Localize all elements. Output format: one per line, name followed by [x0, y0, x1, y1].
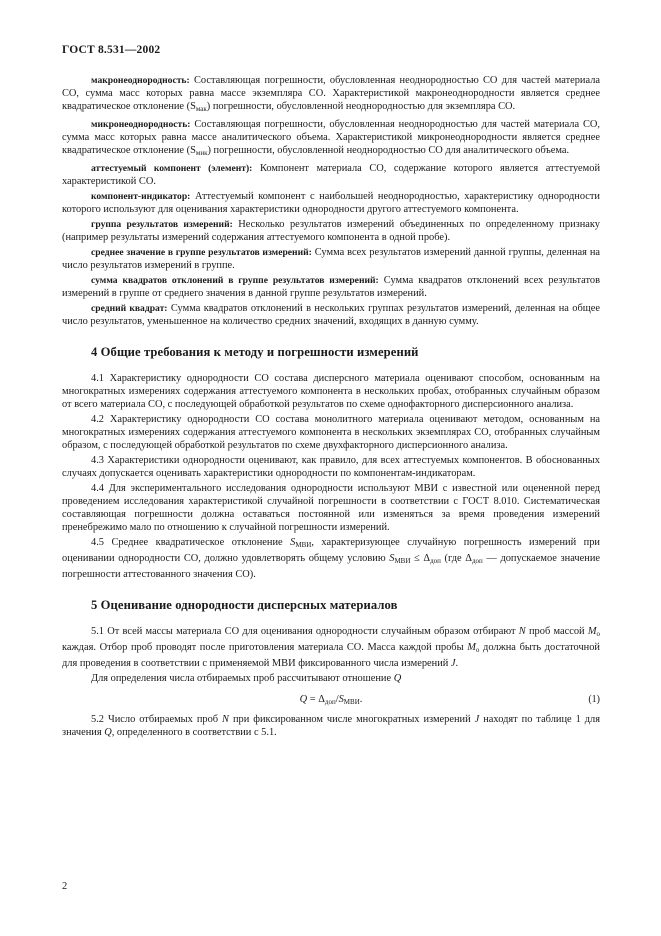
definition-result-group	[62, 218, 600, 244]
definition-text: ) погрешности, обусловленной неоднородностью для экземпляра СО.	[206, 101, 516, 112]
definition-mean-square	[62, 302, 600, 328]
section-4-title: 4 Общие требования к методу и погрешности измерений	[91, 345, 419, 359]
term: компонент-индикатор:	[91, 191, 191, 202]
subscript: о	[596, 630, 600, 638]
text-run: проб массой	[525, 626, 588, 637]
text-run: — допускаемое значение погрешности аттестованного значения СО).	[62, 553, 600, 580]
text-run: 5.2 Число отбираемых проб	[91, 714, 223, 725]
text-run: 4.5 Среднее квадратическое отклонение	[91, 537, 291, 548]
subscript: МВИ	[295, 541, 312, 549]
symbol-delta: Δ	[318, 694, 325, 705]
text-run: при фиксированном числе многократных измерений	[228, 714, 475, 725]
symbol-n: N	[518, 626, 526, 637]
symbol-slash: /	[335, 694, 339, 705]
definition-indicator-component	[62, 190, 600, 216]
symbol-j: J	[474, 714, 480, 725]
document-body	[62, 74, 600, 741]
definition-makro	[62, 74, 600, 116]
symbol-delta: Δ	[465, 553, 472, 564]
symbol-delta: Δ	[423, 553, 431, 564]
subscript: мак	[195, 105, 207, 113]
definition-text: Аттестуемый компонент с наибольшей неоднородностью, характеристику однородности которого используют для оценивания характеристики однородности другого аттестуемого компонента.	[62, 191, 600, 215]
definition-mikro	[62, 118, 600, 160]
text-run: (где	[440, 553, 466, 564]
definition-text: Несколько результатов измерений объединенных по определенному признаку (например результаты измерений содержания аттестуемого компонента в одной пробе).	[62, 219, 600, 243]
text-run: , определенного в соответствии с 5.1.	[111, 727, 277, 738]
definition-text: Сумма квадратов отклонений всех результатов измерений в группе от среднего значения в данной группе результатов измерений.	[62, 275, 600, 299]
text-run: находят по таблице 1 для значения	[62, 714, 601, 738]
symbol-le: ≤	[410, 553, 424, 564]
term: аттестуемый компонент (элемент):	[91, 163, 253, 174]
term: средний квадрат:	[91, 303, 168, 314]
paragraph-4-5	[62, 536, 600, 581]
formula-1	[62, 693, 600, 707]
symbol-n: N	[222, 714, 229, 725]
symbol-j: J	[450, 658, 456, 669]
definition-sum-of-squares	[62, 274, 600, 300]
subscript: МВИ	[394, 557, 411, 565]
term: среднее значение в группе результатов измерений:	[91, 247, 312, 258]
term: сумма квадратов отклонений в группе результатов измерений:	[91, 275, 379, 286]
definition-text: Составляющая погрешности, обусловленная неоднородностью для частей материала СО, сумма масс которых равна массе аналитического объема. Характеристикой микронеоднородности является среднее квадратическое отклонение (S	[62, 119, 600, 156]
definition-text: Сумма всех результатов измерений данной группы, деленная на число результатов измерений в группе.	[62, 247, 600, 271]
subscript: доп	[471, 557, 483, 565]
paragraph-5-2	[62, 713, 600, 739]
text-run: 5.1 От всей массы материала СО для оценивания однородности случайным образом отбирают	[91, 626, 519, 637]
definition-attested-component	[62, 162, 600, 188]
paragraph-4-4: 4.4 Для экспериментального исследования однородности используют МВИ с известной или оцененной перед проведением исследования характеристикой случайной погрешности в соответствии с ГОСТ 8.010. Систематическая составляющая погрешности должна оставаться постоянной или изменяться за время проведения измерений пренебрежимо мало по отношению к случайной погрешности измерений.	[62, 483, 600, 533]
text-run: , характеризующее случайную погрешность измерений при оценивании однородности СО, должно удовлетворять общему условию	[62, 537, 600, 564]
paragraph-5-1-ratio	[62, 672, 600, 685]
section-5-title: 5 Оценивание однородности дисперсных материалов	[91, 598, 398, 612]
subscript: мик	[195, 149, 208, 157]
symbol-q: Q	[393, 673, 402, 684]
definition-group-mean	[62, 246, 600, 272]
text-run: должна быть достаточной для проведения в соответствии с применяемой МВИ фиксированного числа измерений	[62, 642, 600, 669]
term: макронеоднородность:	[91, 75, 190, 86]
subscript: доп	[324, 698, 336, 706]
symbol-period: .	[359, 694, 363, 705]
document-header: ГОСТ 8.531—2002	[62, 44, 161, 56]
symbol-s: S	[338, 694, 344, 705]
page-number: 2	[62, 881, 68, 892]
definition-text: Составляющая погрешности, обусловленная неоднородностью СО для частей материала СО, сумма масс которых равна массе экземпляра СО. Характеристикой макронеоднородности является среднее квадратическое отклонение (S	[62, 75, 600, 112]
text-run: Для определения числа отбираемых проб рассчитывают отношение	[91, 673, 394, 684]
symbol-q: Q	[299, 694, 308, 705]
paragraph-4-2: 4.2 Характеристику однородности СО состава монолитного материала оценивают методом, основанным на многократных измерениях содержания аттестуемого компонента в нескольких экземплярах СО, отобранных случайным образом, с последующей обработкой результатов по схеме двухфакторного дисперсионного анализа.	[62, 414, 600, 451]
formula-number: (1)	[588, 694, 600, 705]
term: микронеоднородность:	[91, 119, 191, 130]
text-run: .	[455, 658, 459, 669]
paragraph-4-3: 4.3 Характеристики однородности оценивают, как правило, для всех аттестуемых компонентов. В обоснованных случаях допускается оценивать характеристики однородности по компонентам-индикаторам.	[62, 455, 600, 479]
definition-text: Компонент материала СО, содержание которого является аттестуемой характеристикой СО.	[62, 163, 601, 187]
definition-text: Сумма квадратов отклонений в нескольких группах результатов измерений, деленная на общее число результатов, уменьшенное на количество средних значений, входящих в данную сумму.	[62, 303, 600, 327]
symbol-m: M	[467, 642, 476, 653]
symbol-q: Q	[104, 727, 112, 738]
text-run: каждая. Отбор проб проводят после приготовления материала СО. Масса каждой пробы	[62, 642, 468, 653]
subscript: МВИ	[343, 698, 360, 706]
subscript: доп	[430, 557, 441, 565]
subscript: о	[475, 646, 480, 654]
definition-text: ) погрешности, обусловленной неоднородностью СО для аналитического объема.	[207, 145, 570, 156]
paragraph-5-1	[62, 625, 600, 670]
term: группа результатов измерений:	[91, 219, 233, 230]
symbol-s: S	[389, 553, 395, 564]
symbol-eq: =	[307, 694, 319, 705]
symbol-s: S	[290, 537, 296, 548]
symbol-m: M	[587, 626, 597, 637]
paragraph-4-1: 4.1 Характеристику однородности СО состава дисперсного материала оценивают способом, основанным на многократных измерениях содержания аттестуемого компонента в нескольких пробах, отобранных случайным образом от всего материала СО, с последующей обработкой результатов по схеме однофакторного дисперсионного анализа.	[62, 373, 600, 410]
